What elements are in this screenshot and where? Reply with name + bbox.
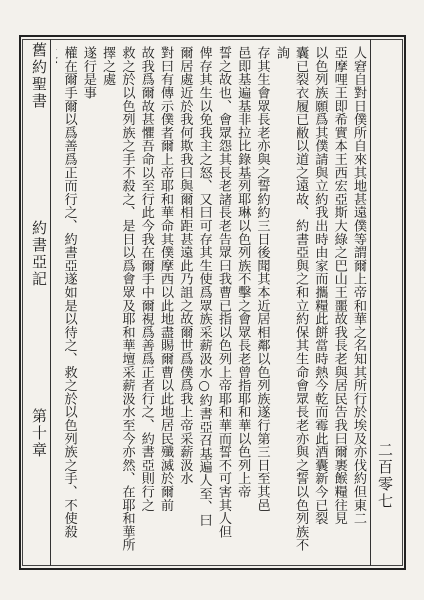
page-number: 二百零七: [376, 442, 394, 510]
text-column: 故我爲爾故甚懼吾命以至行此今我在爾手中爾視爲善爲正者行之、約書亞則行之: [138, 46, 154, 512]
text-column: 爾居處近於我何欺我曰與爾相距甚遠此乃詛之故爾世爲僕爲我上帝采薪汲水: [177, 46, 193, 485]
text-column: 誓之故也、會眾怨其長老諸長老告眾曰我曹已指以色列上帝耶和華而誓不可害其人但: [215, 46, 231, 539]
left-margin: [27, 42, 51, 562]
text-column: 救之於以色列族之手不殺之、是日以爲會眾及耶和華壇采薪汲水至今亦然、在耶和華所擇之處: [100, 46, 135, 552]
text-column: 對曰有傳示僕者爾上帝耶和華命其僕摩西以此地盡賜爾曹以此地居民殲滅於爾前: [158, 46, 174, 512]
text-column: 亞摩哩王即希實本王西宏亞斯大綠之巴山王噩故我長老與居民告我曰爾裹餱糧往見: [331, 46, 347, 525]
text-column: 以色列族願爲其僕請與立約我出時由家而攜糧此餅當時熱今乾而霉此酒囊新今已裂: [312, 46, 328, 525]
text-column: 邑即基遍基非拉比錄基列耶琳以色列族不擊之會眾長老曾指耶和華以色列上帝: [235, 46, 251, 499]
right-margin-rule: [370, 39, 371, 566]
text-column: 存其生會眾長老亦與之誓約約三日後聞其本近居相鄰以色列族遂行第三日至其邑: [254, 46, 270, 512]
right-margin: [373, 42, 397, 562]
section-title: 約書亞記: [30, 220, 48, 288]
text-column: 權在爾手爾以爲善爲正而行之、約書亞遂如是以待之、救之於以色列族之手、不使殺: [61, 46, 77, 539]
text-column: 遂行是事: [80, 46, 96, 100]
text-column: 囊已裂衣履已敝以道之遠故、約書亞與之和立約保其生命會眾長老亦與之誓以色列族不詢: [273, 46, 309, 552]
chapter-label: 第十章: [30, 408, 48, 459]
book-title: 舊約聖書: [30, 42, 48, 110]
text-column: 人窘自對日僕所自來其地甚遠僕等謂爾上帝和華之名知其所行於埃及亦伐約但東二: [351, 46, 366, 525]
body-text: [56, 46, 368, 558]
text-column: 俾存其生以免我主之怒、又曰可存其生使爲眾族采薪汲水○約書亞召基遍人至、曰: [196, 46, 212, 527]
